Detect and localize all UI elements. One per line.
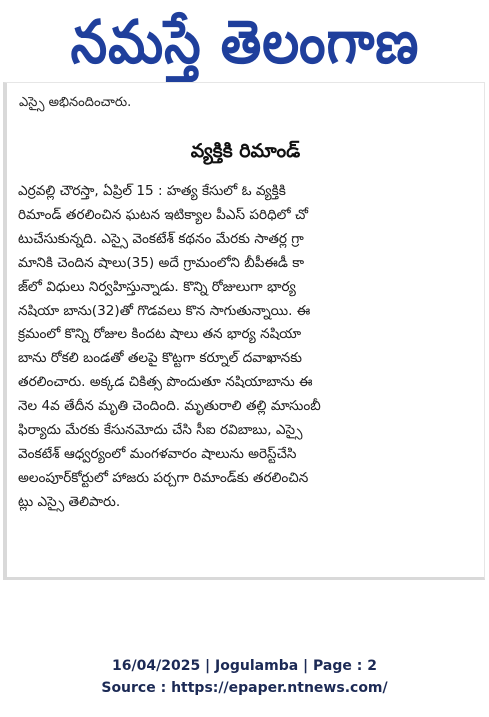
- clipping-footer: [0, 655, 489, 699]
- article-line: ఎర్రవల్లి చౌరస్తా, ఏప్రిల్ 15 : హత్య కేసులో ఓ వ్యక్తికి: [18, 183, 286, 199]
- article-headline: వ్యక్తికి రిమాండ్: [190, 140, 301, 162]
- article-line: జ్‌లో విధులు నిర్వహిస్తున్నాడు. కొన్ని రోజులుగా భార్య: [18, 278, 296, 295]
- newspaper-masthead: [40, 6, 450, 80]
- article-line: మానికి చెందిన షాలు(35) అదే గ్రామంలోని బీపీఈడీ కా: [18, 254, 305, 271]
- article-line: టుచేసుకున్నది. ఎస్సై వెంకటేశ్ కథనం మేరకు సాతర్ల గ్రా: [18, 230, 304, 247]
- article-body: [18, 180, 480, 515]
- article-line: క్రమంలో కొన్ని రోజుల కిందట షాలు తన భార్య నషియా: [18, 326, 302, 343]
- publication-info: 16/04/2025 | Jogulamba | Page : 2: [112, 658, 377, 674]
- article-line: ట్లు ఎస్సై తెలిపారు.: [18, 493, 121, 510]
- article-line: తరలించారు. అక్కడ చికిత్స పొందుతూ నషియాబాను ఈ: [18, 374, 313, 391]
- article-clipping: [3, 82, 485, 580]
- article-line: బాను రోకలి బండతో తలపై కొట్టగా కర్నూల్ దవాఖానకు: [18, 350, 303, 367]
- article-line: రిమాండ్ తరలించిన ఘటన ఇటిక్యాల పీఎస్ పరిధిలో చో: [18, 206, 309, 223]
- previous-article-line: ఎస్సై అభినందించారు.: [19, 95, 132, 110]
- article-line: వెంకటేశ్ ఆధ్వర్యంలో మంగళవారం షాలును అరెస్ట్‌చేసి: [18, 445, 297, 462]
- article-line: ఫిర్యాదు మేరకు కేసునమోదు చేసి సీఐ రవిబాబు, ఎస్సై: [18, 422, 303, 439]
- article-line: నెల 4వ తేదీన మృతి చెందింది. మృతురాలి తల్లి మాసుంబీ: [18, 398, 321, 415]
- source-url: Source : https://epaper.ntnews.com/: [101, 680, 388, 696]
- article-line: అలంపూర్‌కోర్టులో హాజరు పర్చగా రిమాండ్‌కు తరలించిన: [18, 469, 309, 486]
- masthead-title: నమస్తే తెలంగాణ: [70, 8, 420, 78]
- article-line: నషియా బాను(32)తో గొడవలు కొన సాగుతున్నాయి. ఈ: [18, 302, 311, 319]
